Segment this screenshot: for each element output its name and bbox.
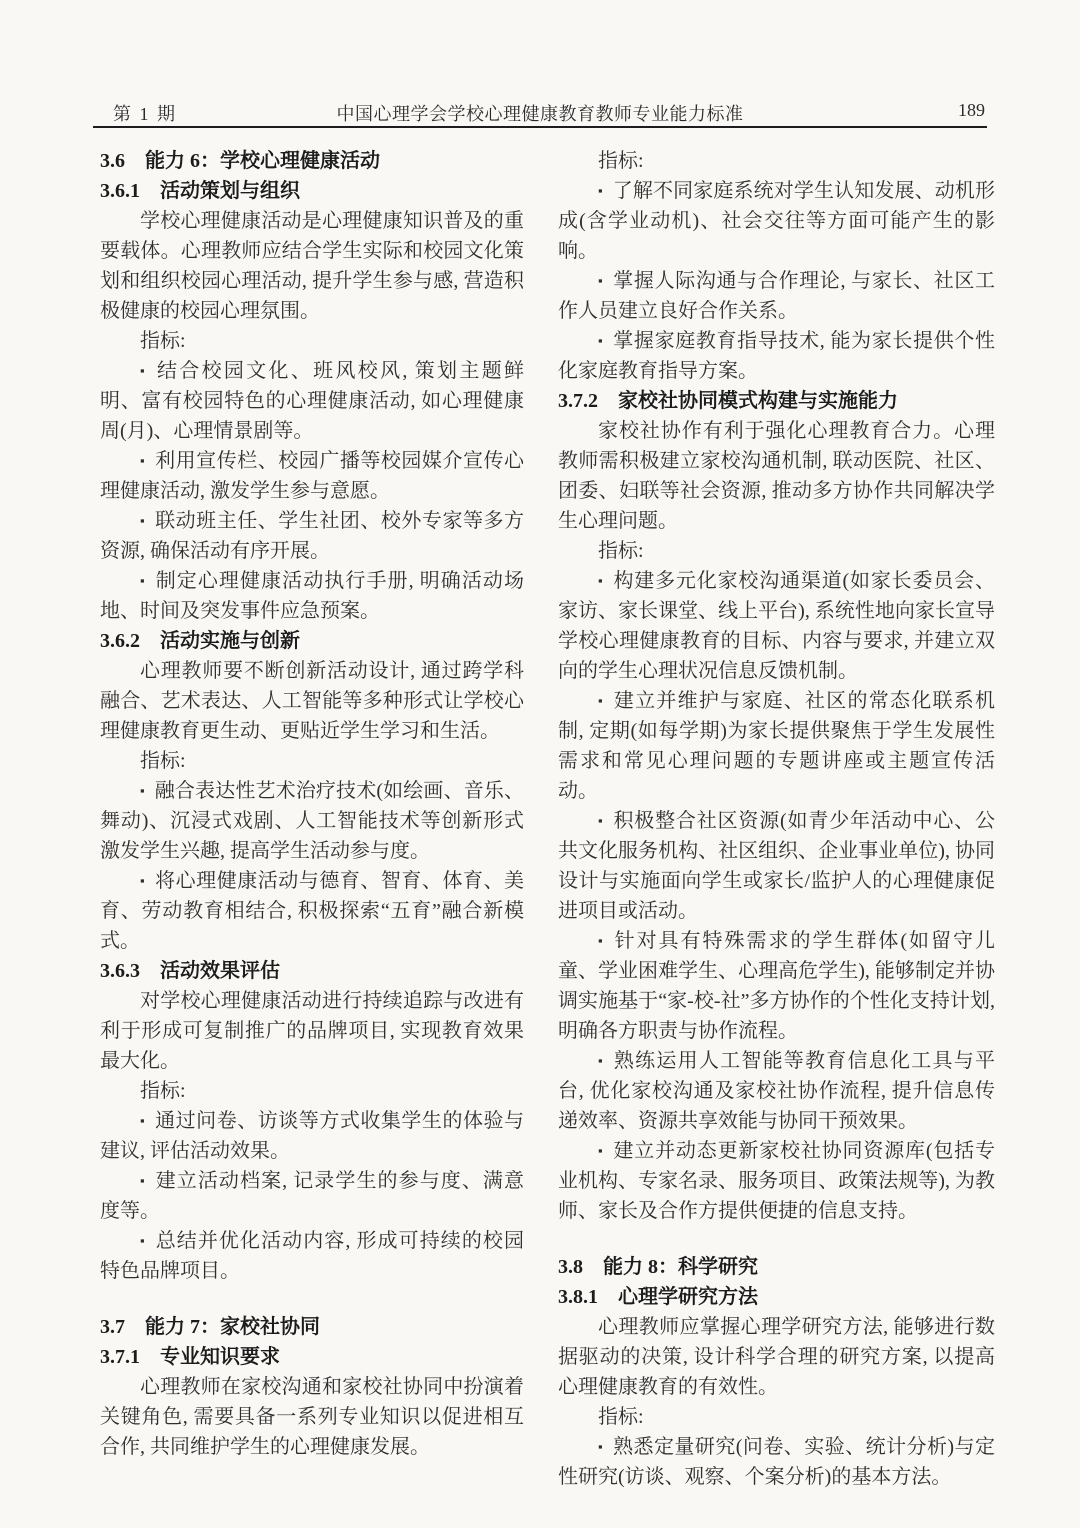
paragraph: 心理教师在家校沟通和家校社协同中扮演着关键角色, 需要具备一系列专业知识以促进相互合作, 共同维护学生的心理健康发展。 bbox=[100, 1376, 524, 1458]
bullet-icon: ▪ bbox=[598, 933, 605, 948]
bullet-icon: ▪ bbox=[140, 363, 147, 378]
page-title: 中国心理学会学校心理健康教育教师专业能力标准 bbox=[336, 104, 744, 124]
subsection-heading: 3.6.1 活动策划与组织 bbox=[100, 180, 300, 202]
bullet-text: 熟悉定量研究(问卷、实验、统计分析)与定性研究(访谈、观察、个案分析)的基本方法。 bbox=[558, 1436, 995, 1488]
subsection-heading: 3.7.2 家校社协同模式构建与实施能力 bbox=[558, 390, 898, 412]
indicators-label: 指标: bbox=[140, 330, 186, 352]
paragraph: 心理教师要不断创新活动设计, 通过跨学科融合、艺术表达、人工智能等多种形式让学校心理健康教育更生动、更贴近学生学习和生活。 bbox=[100, 660, 524, 742]
bullet-icon: ▪ bbox=[598, 1143, 604, 1158]
page-number: 189 bbox=[958, 100, 985, 120]
bullet-text: 建立并维护与家庭、社区的常态化联系机制, 定期(如每学期)为家长提供聚焦于学生发展性需求和常见心理问题的专题讲座或主题宣传活动。 bbox=[558, 690, 996, 802]
bullet-text: 建立活动档案, 记录学生的参与度、满意度等。 bbox=[100, 1170, 525, 1222]
bullet-text: 结合校园文化、班风校风, 策划主题鲜明、富有校园特色的心理健康活动, 如心理健康周(月)、心理情景剧等。 bbox=[100, 360, 525, 442]
bullet-icon: ▪ bbox=[140, 1173, 146, 1188]
section-gap bbox=[100, 1286, 524, 1312]
section-gap bbox=[558, 1226, 995, 1252]
bullet-icon: ▪ bbox=[140, 453, 146, 468]
header-rule bbox=[93, 126, 987, 128]
bullet-icon: ▪ bbox=[140, 1113, 146, 1128]
subsection-heading: 3.7.1 专业知识要求 bbox=[100, 1346, 280, 1368]
bullet-text: 掌握人际沟通与合作理论, 与家长、社区工作人员建立良好合作关系。 bbox=[558, 270, 996, 322]
bullet-text: 熟练运用人工智能等教育信息化工具与平台, 优化家校沟通及家校社协作流程, 提升信息传递效率、资源共享效能与协同干预效果。 bbox=[558, 1050, 996, 1132]
bullet-text: 建立并动态更新家校社协同资源库(包括专业机构、专家名录、服务项目、政策法规等), 为教师、家长及合作方提供便捷的信息支持。 bbox=[558, 1140, 995, 1222]
bullet-item bbox=[100, 506, 524, 566]
bullet-text: 将心理健康活动与德育、智育、体育、美育、劳动教育相结合, 积极探索“五育”融合新模式。 bbox=[100, 870, 525, 952]
bullet-text: 了解不同家庭系统对学生认知发展、动机形成(含学业动机)、社会交往等方面可能产生的影响。 bbox=[558, 180, 995, 262]
bullet-item bbox=[558, 1046, 995, 1136]
indicators-label: 指标: bbox=[598, 540, 644, 562]
bullet-item bbox=[558, 926, 995, 1046]
bullet-item bbox=[100, 1106, 524, 1166]
bullet-item bbox=[558, 806, 995, 926]
bullet-icon: ▪ bbox=[598, 573, 604, 588]
bullet-text: 总结并优化活动内容, 形成可持续的校园特色品牌项目。 bbox=[100, 1230, 525, 1282]
paragraph: 心理教师应掌握心理学研究方法, 能够进行数据驱动的决策, 设计科学合理的研究方案, 以提高心理健康教育的有效性。 bbox=[558, 1316, 995, 1398]
indicators-label: 指标: bbox=[598, 1406, 644, 1428]
paragraph: 家校社协作有利于强化心理教育合力。心理教师需积极建立家校沟通机制, 联动医院、社区、团委、妇联等社会资源, 推动多方协作共同解决学生心理问题。 bbox=[558, 420, 995, 532]
bullet-item bbox=[558, 686, 995, 806]
bullet-icon: ▪ bbox=[140, 1233, 146, 1248]
bullet-icon: ▪ bbox=[598, 813, 604, 828]
bullet-item bbox=[558, 566, 995, 686]
subsection-heading: 3.6.2 活动实施与创新 bbox=[100, 630, 300, 652]
bullet-icon: ▪ bbox=[140, 783, 145, 798]
right-column bbox=[558, 146, 995, 1492]
bullet-text: 针对具有特殊需求的学生群体(如留守儿童、学业困难学生、心理高危学生), 能够制定并协调实施基于“家-校-社”多方协作的个性化支持计划, 明确各方职责与协作流程。 bbox=[558, 930, 995, 1042]
bullet-text: 联动班主任、学生社团、校外专家等多方资源, 确保活动有序开展。 bbox=[100, 510, 525, 562]
bullet-text: 通过问卷、访谈等方式收集学生的体验与建议, 评估活动效果。 bbox=[100, 1110, 525, 1162]
bullet-item bbox=[100, 446, 524, 506]
bullet-icon: ▪ bbox=[598, 1053, 604, 1068]
bullet-item bbox=[558, 326, 995, 386]
indicators-label: 指标: bbox=[598, 150, 644, 172]
paragraph: 学校心理健康活动是心理健康知识普及的重要载体。心理教师应结合学生实际和校园文化策划和组织校园心理活动, 提升学生参与感, 营造积极健康的校园心理氛围。 bbox=[100, 210, 524, 322]
bullet-icon: ▪ bbox=[140, 573, 146, 588]
paragraph: 对学校心理健康活动进行持续追踪与改进有利于形成可复制推广的品牌项目, 实现教育效果最大化。 bbox=[100, 990, 524, 1072]
bullet-item bbox=[100, 356, 524, 446]
bullet-item bbox=[558, 176, 995, 266]
bullet-item bbox=[558, 1432, 995, 1492]
bullet-item bbox=[100, 1166, 524, 1226]
bullet-text: 构建多元化家校沟通渠道(如家长委员会、家访、家长课堂、线上平台), 系统性地向家长宣导学校心理健康教育的目标、内容与要求, 并建立双向的学生心理状况信息反馈机制。 bbox=[558, 570, 995, 682]
bullet-item bbox=[558, 266, 995, 326]
indicators-label: 指标: bbox=[140, 1080, 186, 1102]
bullet-icon: ▪ bbox=[598, 693, 604, 708]
bullet-text: 制定心理健康活动执行手册, 明确活动场地、时间及突发事件应急预案。 bbox=[100, 570, 525, 622]
journal-issue: 第 1 期 bbox=[113, 104, 177, 124]
bullet-item bbox=[100, 866, 524, 956]
bullet-icon: ▪ bbox=[140, 513, 146, 528]
bullet-item bbox=[100, 1226, 524, 1286]
bullet-item bbox=[558, 1136, 995, 1226]
bullet-icon: ▪ bbox=[598, 333, 604, 348]
section-heading: 3.6 能力 6：学校心理健康活动 bbox=[100, 150, 380, 172]
bullet-icon: ▪ bbox=[598, 273, 604, 288]
bullet-text: 掌握家庭教育指导技术, 能为家长提供个性化家庭教育指导方案。 bbox=[558, 330, 996, 382]
subsection-heading: 3.6.3 活动效果评估 bbox=[100, 960, 280, 982]
bullet-icon: ▪ bbox=[598, 183, 603, 198]
indicators-label: 指标: bbox=[140, 750, 186, 772]
bullet-text: 融合表达性艺术治疗技术(如绘画、音乐、舞动)、沉浸式戏剧、人工智能技术等创新形式激发学生兴趣, 提高学生活动参与度。 bbox=[100, 780, 525, 862]
bullet-icon: ▪ bbox=[140, 873, 146, 888]
bullet-item bbox=[100, 566, 524, 626]
left-column bbox=[100, 146, 524, 1462]
bullet-icon: ▪ bbox=[598, 1439, 604, 1454]
section-heading: 3.8 能力 8：科学研究 bbox=[558, 1256, 758, 1278]
bullet-item bbox=[100, 776, 524, 866]
bullet-text: 积极整合社区资源(如青少年活动中心、公共文化服务机构、社区组织、企业事业单位), 协同设计与实施面向学生或家长/监护人的心理健康促进项目或活动。 bbox=[558, 810, 995, 922]
bullet-text: 利用宣传栏、校园广播等校园媒介宣传心理健康活动, 激发学生参与意愿。 bbox=[100, 450, 525, 502]
subsection-heading: 3.8.1 心理学研究方法 bbox=[558, 1286, 758, 1308]
section-heading: 3.7 能力 7：家校社协同 bbox=[100, 1316, 320, 1338]
